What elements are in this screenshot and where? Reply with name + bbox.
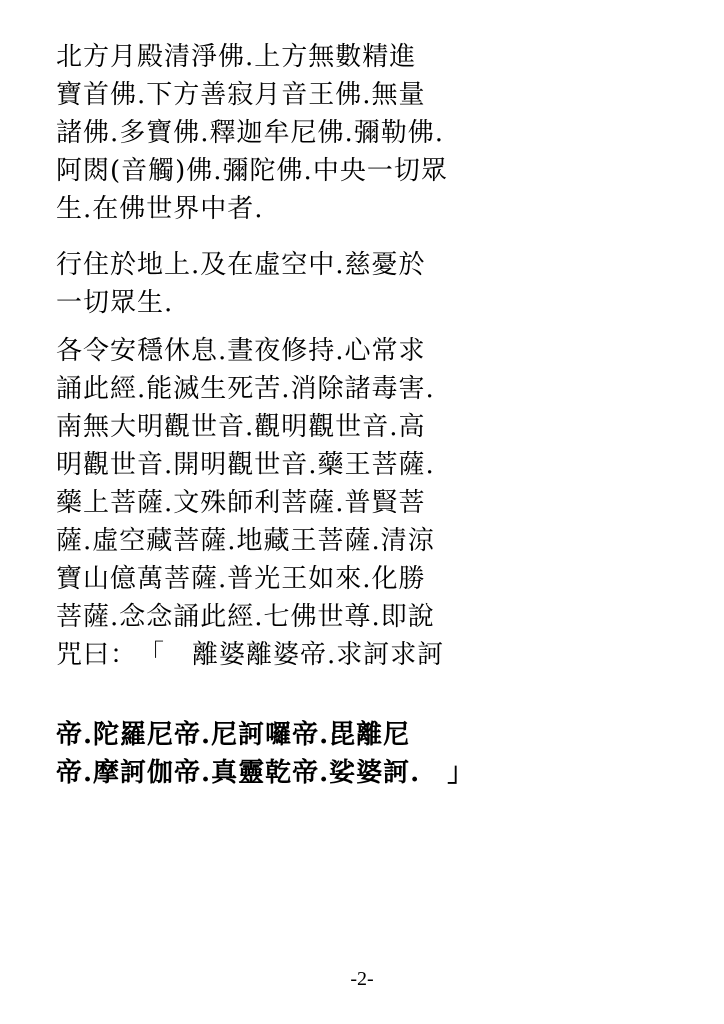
- paragraph-dwelling: [56, 246, 668, 322]
- text-line: 諸佛.多寶佛.釋迦牟尼佛.彌勒佛.: [56, 118, 445, 148]
- text-line: 阿閦(音觸)佛.彌陀佛.中央一切眾: [56, 156, 448, 186]
- text-line: 誦此經.能滅生死苦.消除諸毒害.: [56, 374, 435, 404]
- text-line: 明觀世音.開明觀世音.藥王菩薩.: [56, 450, 435, 480]
- text-line: 行住於地上.及在虛空中.慈憂於: [56, 250, 426, 280]
- text-line: 藥上菩薩.文殊師利菩薩.普賢菩: [56, 488, 426, 518]
- page-number: -2-: [350, 968, 374, 990]
- text-line: 各令安穩休息.晝夜修持.心常求: [56, 336, 426, 366]
- text-line: 南無大明觀世音.觀明觀世音.高: [56, 412, 426, 442]
- text-line: 菩薩.念念誦此經.七佛世尊.即說: [56, 602, 435, 632]
- text-line: 帝.陀羅尼帝.尼訶囉帝.毘離尼: [56, 720, 411, 750]
- text-line: 寶首佛.下方善寂月音王佛.無量: [56, 80, 426, 110]
- text-line: 咒曰： 「 離婆離婆帝.求訶求訶: [56, 640, 445, 670]
- text-line: 帝.摩訶伽帝.真靈乾帝.娑婆訶. 」: [56, 758, 475, 788]
- paragraph-recitation: [56, 332, 668, 674]
- text-line: 北方月殿清淨佛.上方無數精進: [56, 42, 417, 72]
- text-line: 一切眾生.: [56, 288, 174, 318]
- paragraph-mantra: [56, 716, 668, 792]
- text-line: 薩.虛空藏菩薩.地藏王菩薩.清涼: [56, 526, 435, 556]
- paragraph-buddhas: [56, 38, 668, 228]
- text-line: 生.在佛世界中者.: [56, 194, 264, 224]
- text-line: 寶山億萬菩薩.普光王如來.化勝: [56, 564, 426, 594]
